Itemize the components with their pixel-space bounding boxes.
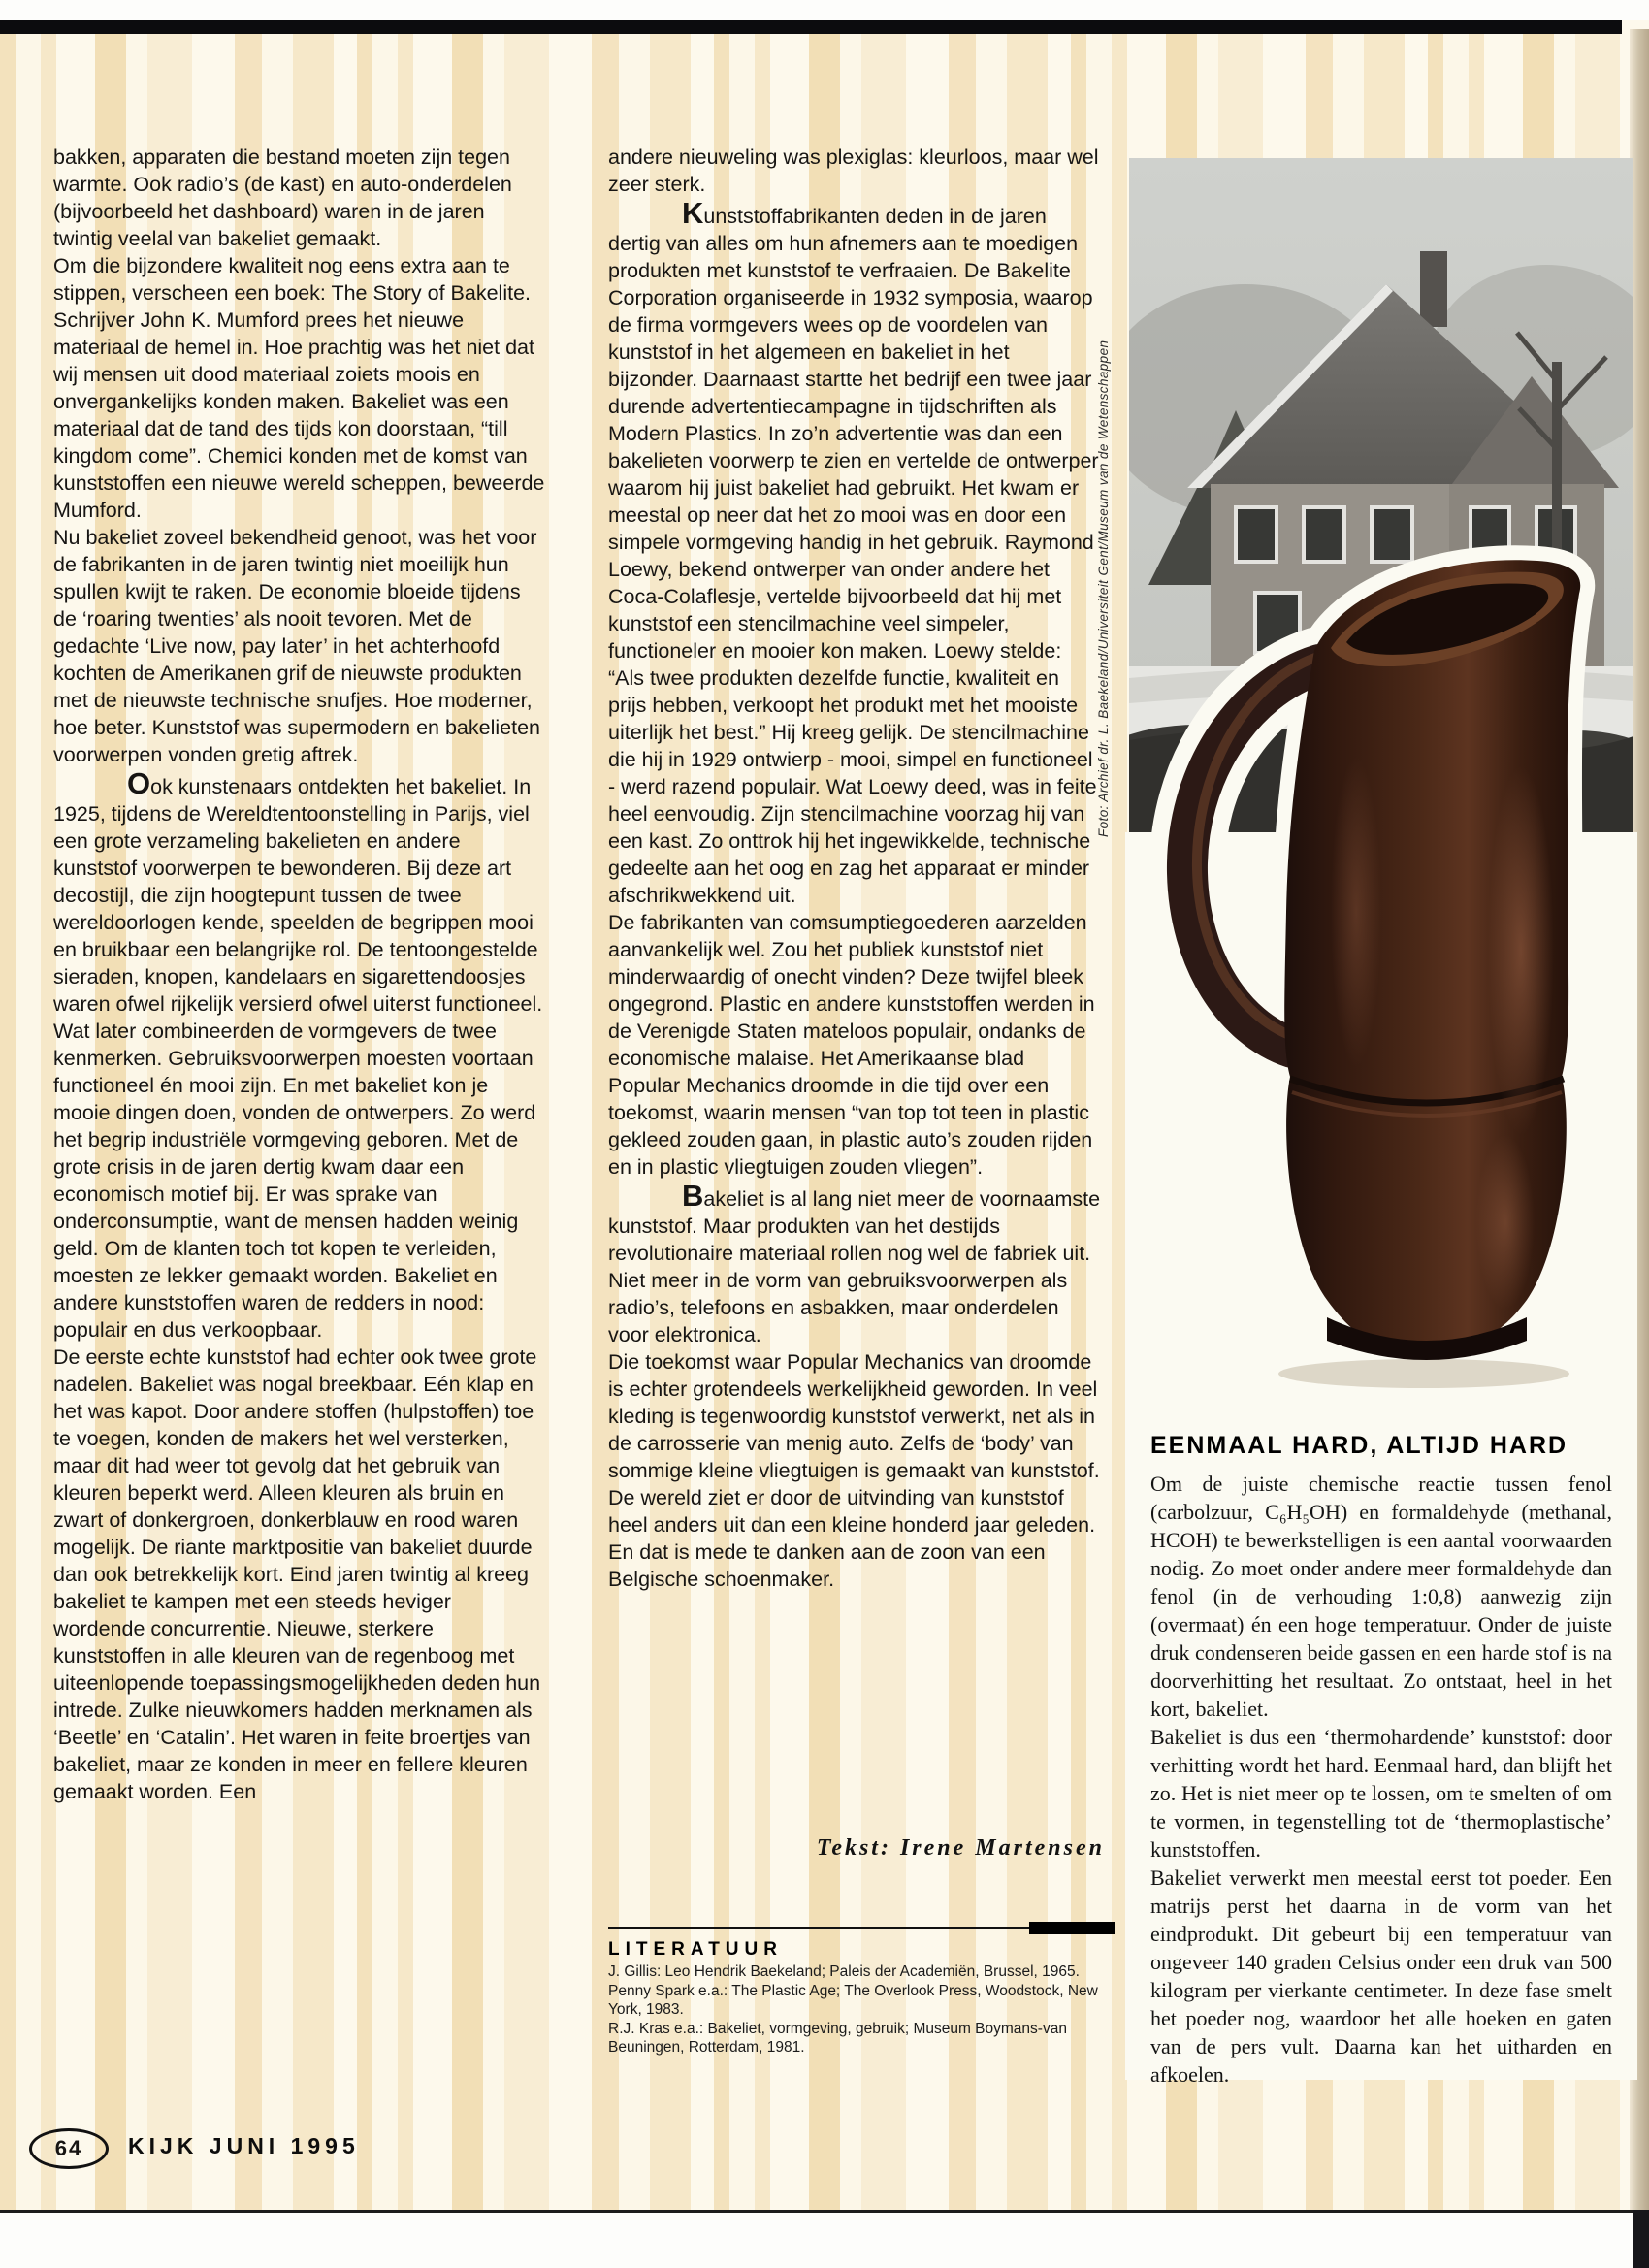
bakelite-jug-photo: [1125, 504, 1637, 1407]
paragraph-text: unststoffabrikanten deden in de jaren dertig van alles om hun afnemers aan te moedigen produkten met kunststof te verfraaien. De Bakelite Corporation organiseerde in 1932 symposia, waarop de firma vormgevers wees op de voordelen van kunststof in het algemeen en bakeliet in het bijzonder. Daarnaast startte het bedrijf een twee jaar durende advertentiecampagne in tijdschriften als Modern Plastics. In zo’n advertentie was dan een bakelieten voorwerp te zien en vertelde de ontwerper waarom hij juist bakeliet had gebruikt. Het kwam er meestal op neer dat het zo mooi was en door een simpele vormgeving handig in het gebruik. Raymond Loewy, bekend ontwerper van onder andere het Coca-Colaflesje, vertelde bijvoorbeeld dat hij met kunststof een stencilmachine veel simpeler, functioneler en mooier kon maken. Loewy stelde: “Als twee produkten dezelfde functie, kwaliteit en prijs hebben, verkoopt het produkt met het mooiste uiterlijk het best.” Hij kreeg gelijk. De stencilmachine die hij in 1929 ontwierp - mooi, simpel en functioneel - werd razend populair. Wat Loewy deed, was in feite heel eenvoudig. Zijn stencilmachine voorzag hij van een kast. Zo onttrok hij het ingewikkelde, technische gedeelte aan het oog en zag het apparaat er minder afschrikwekkend uit.: [608, 205, 1099, 907]
paragraph: andere nieuweling was plexiglas: kleurloos, maar wel zeer sterk.: [608, 146, 1099, 196]
top-black-bar: [0, 20, 1622, 34]
dropcap-letter: K: [682, 196, 704, 230]
literature-heading: LITERATUUR: [608, 1939, 783, 1960]
magazine-issue-label: KIJK JUNI 1995: [128, 2133, 360, 2158]
paragraph: De eerste echte kunststof had echter ook twee grote nadelen. Bakeliet was nogal breekbaar. Eén klap en het was kapot. Door andere stoffen (hulpstoffen) toe te voegen, konden de makers het wel versterken, maar dit had weer tot gevolg dat het gebruik van kleuren beperkt werd. Alleen kleuren als bruin en zwart of donkergroen, donkerblauw en rood waren mogelijk. De riante marktpositie van bakeliet duurde dan ook betrekkelijk kort. Eind jaren twintig al kreeg bakeliet te kampen met een steeds heviger wordende concurrentie. Nieuwe, sterkere kunststoffen in alle kleuren van de regenboog met uiteenlopende toepassingsmogelijkheden deden hun intrede. Zulke nieuwkomers hadden merknamen als ‘Beetle’ en ‘Catalin’. Het waren in feite broertjes van bakeliet, maar ze konden in meer en fellere kleuren gemaakt worden. Een: [53, 1345, 541, 1803]
paragraph-dropcap: [608, 198, 1101, 909]
article-column-2: [608, 144, 1101, 1593]
top-paper-edge: [0, 0, 1649, 20]
dropcap-letter: B: [682, 1179, 704, 1213]
author-byline: Tekst: Irene Martensen: [816, 1835, 1105, 1861]
jug-image: [1125, 504, 1637, 1407]
sidebar-box: [1125, 1409, 1637, 2087]
article-column-1: [53, 144, 546, 1805]
paragraph-dropcap: [608, 1181, 1101, 1348]
page-number-badge: [29, 2128, 109, 2169]
literature-item: J. Gillis: Leo Hendrik Baekeland; Paleis der Academiën, Brussel, 1965.: [608, 1963, 1080, 1980]
paragraph: bakken, apparaten die bestand moeten zijn tegen warmte. Ook radio’s (de kast) en auto-onderdelen (bijvoorbeeld het dashboard) waren in de jaren twintig veelal van bakeliet gemaakt.: [53, 146, 512, 250]
photo-credit: Foto: Archief dr. L. Baekeland/Universiteit Gent/Museum van de Wetenschappen: [1096, 340, 1111, 837]
literature-section: [608, 1927, 1109, 2057]
paragraph: Wat later combineerden de vormgevers de twee kenmerken. Gebruiksvoorwerpen moesten voortaan functioneel én mooi zijn. En met bakeliet kon je mooie dingen doen, vonden de ontwerpers. Zo werd het begrip industriële vormgeving geboren. Met de grote crisis in de jaren dertig kwam daar een economisch motief bij. Er was sprake van onderconsumptie, want de mensen hadden weinig geld. Om de klanten toch tot kopen te verleiden, moesten ze lekker gemaakt worden. Bakeliet en andere kunststoffen waren de redders in nood: populair en dus verkoopbaar.: [53, 1020, 536, 1342]
paragraph-dropcap: [53, 768, 546, 1018]
paragraph-text: akeliet is al lang niet meer de voornaamste kunststof. Maar produkten van het destijds revolutionaire materiaal rollen nog wel de fabriek uit. Niet meer in de vorm van gebruiksvoorwerpen als radio’s, telefoons en asbakken, maar onderdelen voor elektronica.: [608, 1187, 1101, 1346]
paragraph: Die toekomst waar Popular Mechanics van droomde is echter grotendeels werkelijkheid geworden. In veel kleding is tegenwoordig kunststof verwerkt, net als in de carrosserie van menig auto. Zelfs de ‘body’ van sommige kleine vliegtuigen is gemaakt van kunststof. De wereld ziet er door de uitvinding van kunststof heel anders uit dan een kleine honderd jaar geleden. En dat is mede te danken aan de zoon van een Belgische schoenmaker.: [608, 1350, 1100, 1591]
sidebar-heading: EENMAAL HARD, ALTIJD HARD: [1150, 1432, 1568, 1459]
paragraph-text: ok kunstenaars ontdekten het bakeliet. In 1925, tijdens de Wereldtentoonstelling in Parijs, viel een grote verzameling bakelieten en andere kunststof voorwerpen te bewonderen. Bij deze art decostijl, die zijn hoogtepunt tussen de twee wereldoorlogen kende, speelden de begrippen mooi en bruikbaar een belangrijke rol. De tentoongestelde sieraden, knopen, kandelaars en sigarettendoosjes waren ofwel rijkelijk versierd ofwel uiterst functioneel.: [53, 775, 543, 1016]
dropcap-letter: O: [127, 766, 151, 800]
sidebar-paragraph: Om de juiste chemische reactie tussen fenol (carbolzuur, C₆H₅OH) en formaldehyde (methanal, HCOH) te bewerkstelligen is een aantal voorwaarden nodig. Zo moet onder andere meer formaldehyde dan fenol (in de verhouding 1:0,8) aanwezig zijn (overmaat) én een hoge temperatuur. Onder de juiste druk condenseren beide gassen en een harde stof is na doorverhitting het resultaat. Zo ontstaat, heel in het kort, bakeliet.: [1150, 1472, 1612, 1721]
sidebar-paragraph: Bakeliet is dus een ‘thermohardende’ kunststof: door verhitting wordt het hard. Eenmaal hard, dan blijft het zo. Het is niet meer op te lossen, om te smelten of om te vormen, in tegenstelling tot de ‘thermoplastische’ kunststoffen.: [1150, 1725, 1612, 1862]
sidebar-paragraph: Bakeliet verwerkt men meestal eerst tot poeder. Een matrijs perst het daarna in de vorm van het eindprodukt. Dit gebeurt bij een temperatuur van ongeveer 140 graden Celsius onder een druk van 500 kilogram per vierkante centimeter. In deze fase smelt het poeder nog, waardoor het alle hoeken en gaten van de pers vult. Daarna kan het uitharden en afkoelen.: [1150, 1865, 1612, 2087]
bottom-paper-edge: [0, 2213, 1649, 2268]
literature-rule: [608, 1927, 1109, 1929]
bottom-right-shadow: [1633, 2210, 1649, 2268]
literature-item: Penny Spark e.a.: The Plastic Age; The Overlook Press, Woodstock, New York, 1983.: [608, 1982, 1098, 2018]
page-number: 64: [54, 2136, 83, 2160]
paragraph: De fabrikanten van comsumptiegoederen aarzelden aanvankelijk wel. Zou het publiek kunststof niet minderwaardig of onecht vinden? Deze twijfel bleek ongegrond. Plastic en andere kunststoffen werden in de Verenigde Staten mateloos populair, ondanks de economische malaise. Het Amerikaanse blad Popular Mechanics droomde in die tijd over een toekomst, waarin mensen “van top tot teen in plastic gekleed zouden gaan, in plastic auto’s zouden rijden en in plastic vliegtuigen zouden vliegen”.: [608, 911, 1095, 1179]
paragraph: Nu bakeliet zoveel bekendheid genoot, was het voor de fabrikanten in de jaren twintig niet moeilijk hun spullen kwijt te raken. De economie bloeide tijdens de ‘roaring twenties’ als nooit tevoren. Met de gedachte ‘Live now, pay later’ in het achterhoofd kochten de Amerikanen grif de nieuwste produkten met de nieuwste technische snufjes. Hoe moderner, hoe beter. Kunststof was supermodern en bakelieten voorwerpen vonden gretig aftrek.: [53, 526, 540, 766]
literature-item: R.J. Kras e.a.: Bakeliet, vormgeving, gebruik; Museum Boymans-van Beuningen, Rotterdam, 1981.: [608, 2020, 1067, 2056]
paragraph: Om die bijzondere kwaliteit nog eens extra aan te stippen, verscheen een boek: The Story of Bakelite. Schrijver John K. Mumford prees het nieuwe materiaal de hemel in. Hoe prachtig was het niet dat wij mensen uit dood materiaal zoiets moois en onvergankelijks konden maken. Bakeliet was een materiaal dat de tand des tijds kon doorstaan, “till kingdom come”. Chemici konden met de komst van kunststoffen een nieuwe wereld scheppen, beweerde Mumford.: [53, 254, 545, 522]
